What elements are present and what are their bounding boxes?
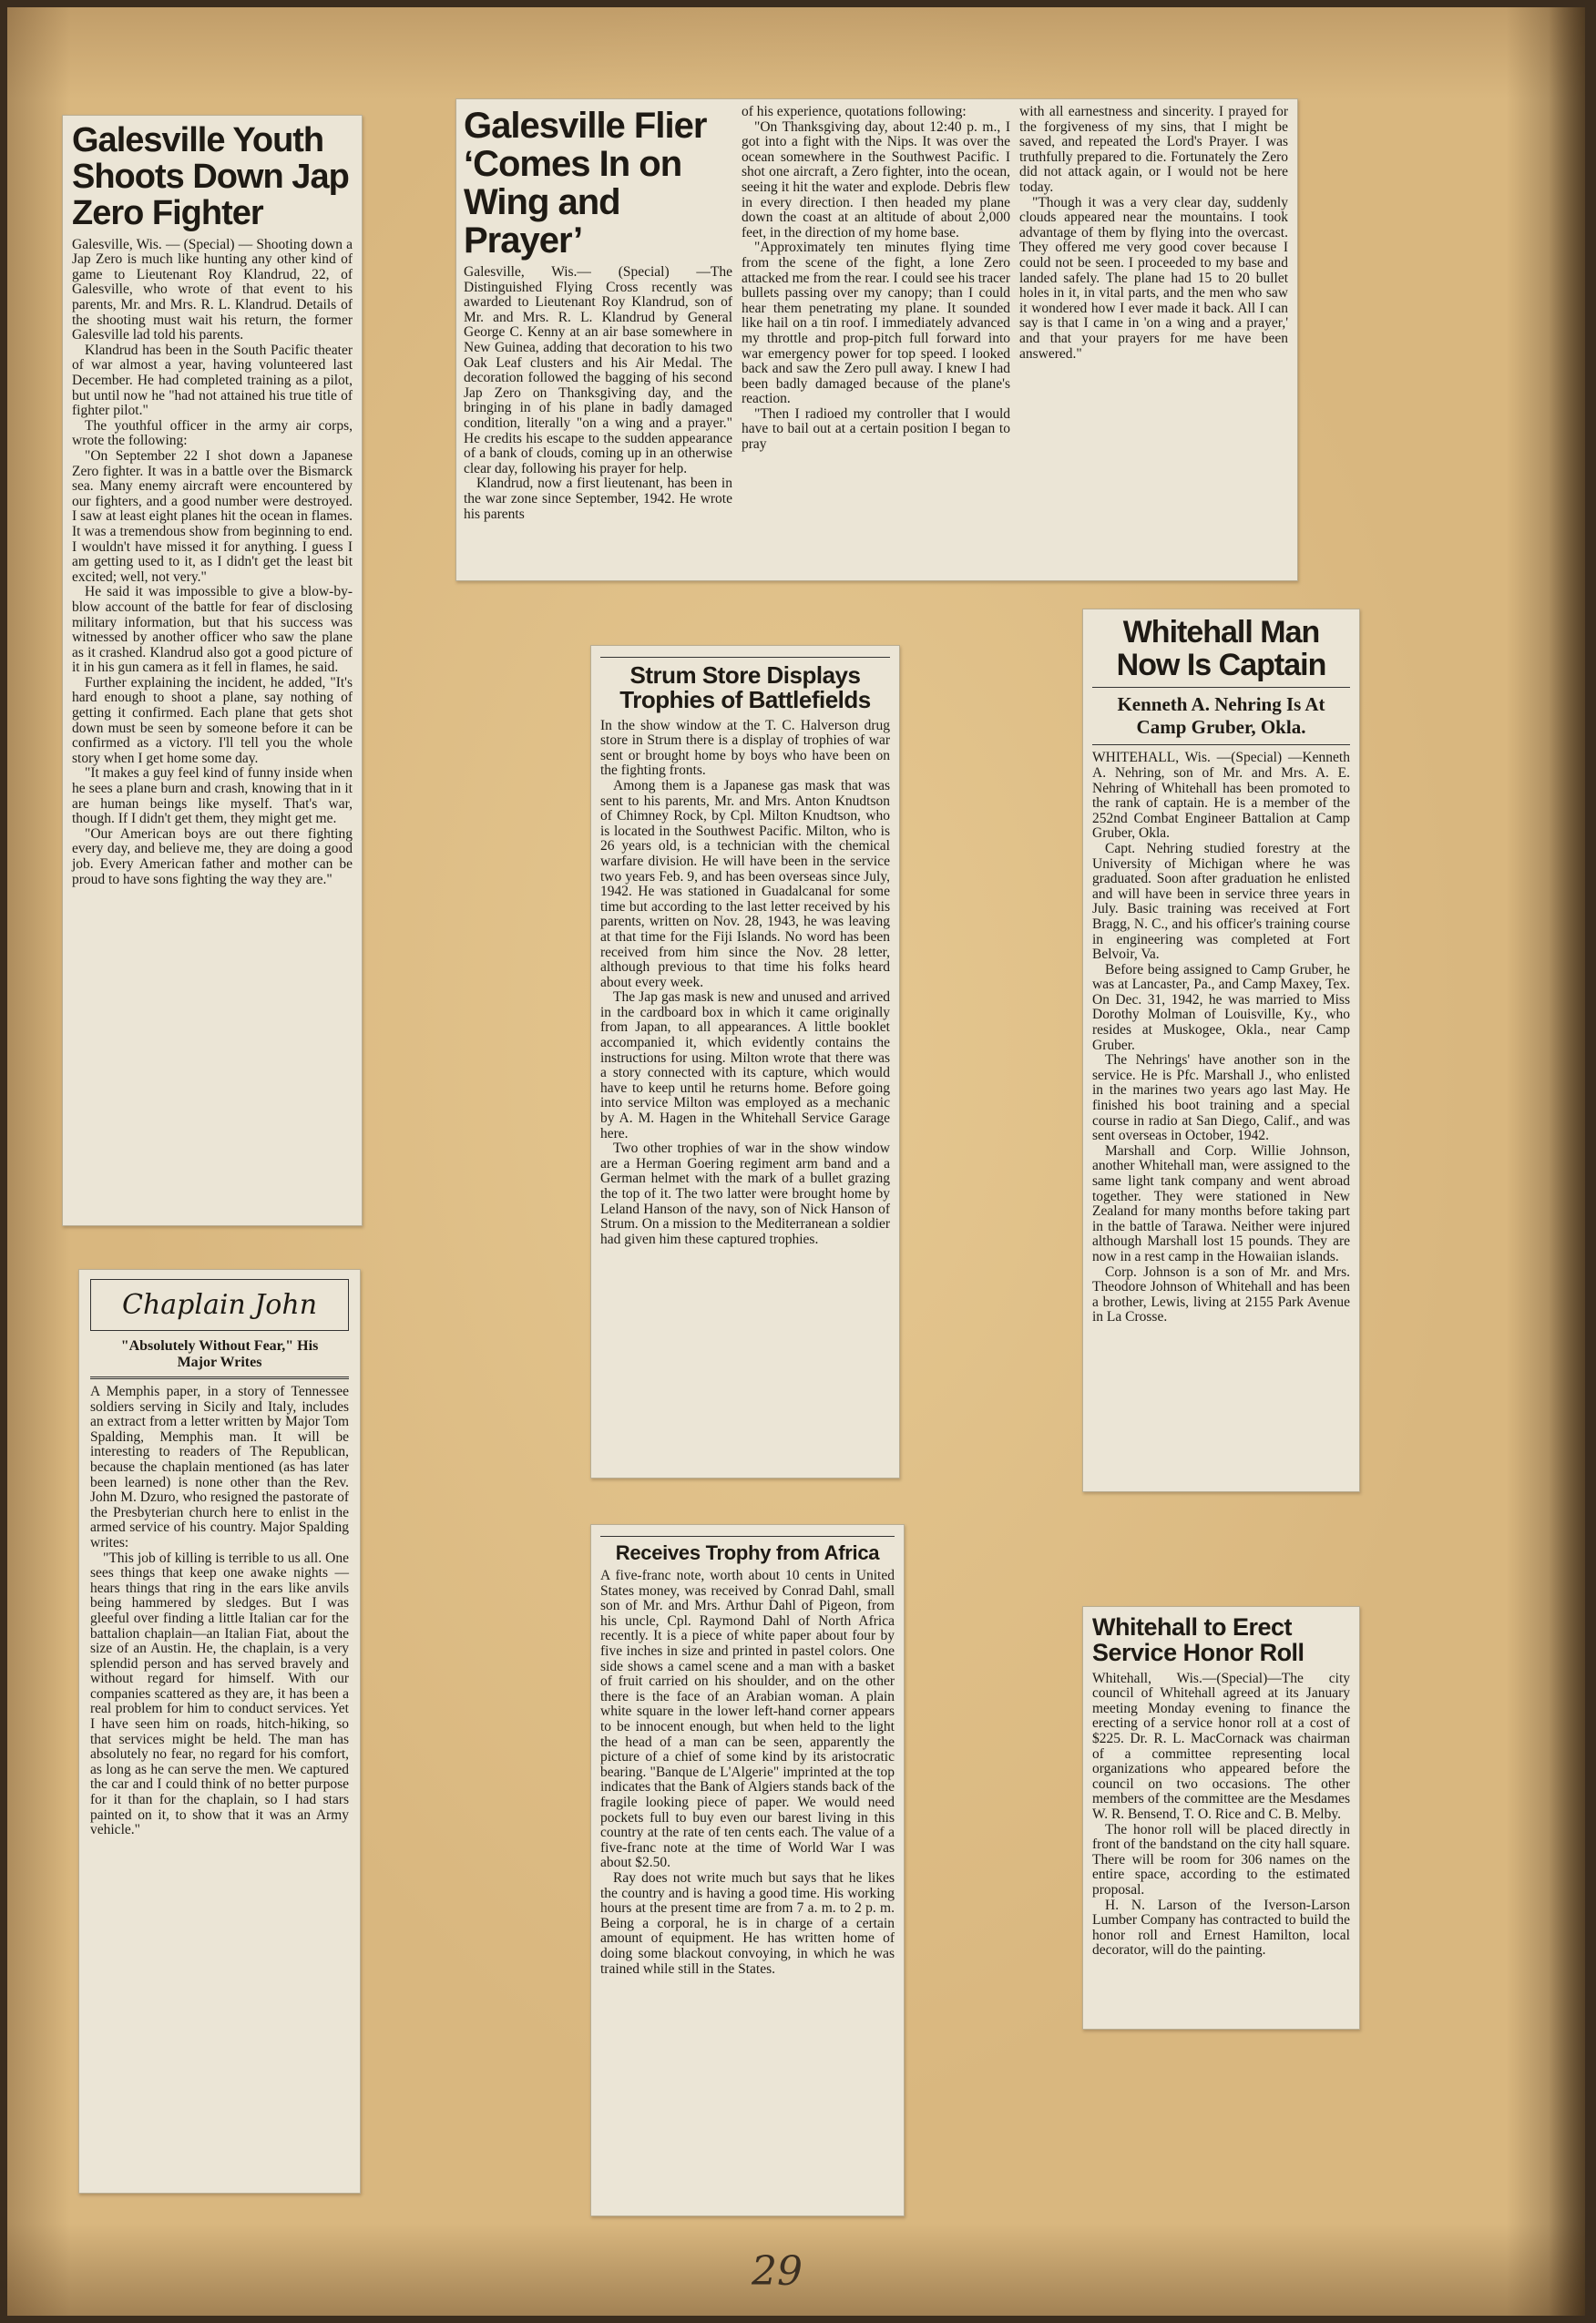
clipping-strum-store — [590, 645, 900, 1479]
headline-box — [90, 1279, 349, 1331]
paragraph: The Jap gas mask is new and unused and arrived in the cardboard box in which it came originally from Japan, to all appearances. A little booklet accompanied it, which evidently contains the instructions for using. Milton wrote that there was a story connected with its capture, which would have to keep until he returns home. Before going into service Milton was employed as a mechanic by A. M. Hagen in the Whitehall Service Garage here. — [600, 989, 890, 1141]
paragraph: of his experience, quotations following: — [742, 104, 967, 119]
headline: Whitehall to Erect Service Honor Roll — [1092, 1613, 1304, 1667]
headline: Receives Trophy from Africa — [615, 1541, 880, 1564]
scrapbook-page — [7, 7, 1585, 2316]
paragraph: The Nehrings' have another son in the service. He is Pfc. Marshall J., who enlisted in the marines two years ago last May. He finished his boot training and a special course in radio at San Diego, Calif., and was sent overseas in October, 1942. — [1092, 1052, 1350, 1144]
flier-column-1 — [464, 107, 732, 522]
headline: Whitehall Man Now Is Captain — [1116, 615, 1326, 682]
paragraph: Marshall and Corp. Willie Johnson, another Whitehall man, were assigned to the same light tank company and went abroad together. They were stationed in New Zealand for many months before taking part in the battle of Tarawa. Neither were injured although Marshall lost 15 pounds. They are now in a rest camp in the Howaiian islands. — [1092, 1142, 1350, 1264]
divider — [1092, 687, 1350, 688]
headline: Galesville Flier ‘Comes In on Wing and Prayer’ — [464, 106, 707, 261]
paragraph: Further explaining the incident, he added, "It's hard enough to shoot a plane, say nothing of getting it confirmed. Each plane that gets shot down must be seen by someone before it can be confirmed as a victory. I'll tell you the whole story when I get home some day. — [72, 674, 353, 766]
divider — [600, 657, 890, 658]
paragraph: "Our American boys are out there fighting every day, and believe me, they are doing a good job. Every American father and mother can be proud to have sons fighting the way they are." — [72, 825, 353, 887]
paragraph: The honor roll will be placed directly in front of the bandstand on the city hall square. There will be room for 306 names on the entire space, according to the estimated proposal. — [1092, 1821, 1350, 1898]
paragraph: Whitehall, Wis.—(Special)—The city council of Whitehall agreed at its January meeting Monday evening to finance the erecting of a service honor roll at a cost of $225. Dr. R. L. MacCornack was chairman of a committee representing local organizations who appeared before the council on two occasions. The other members of the committee are the Mesdames W. R. Bensend, T. O. Rice and C. B. Melby. — [1092, 1670, 1350, 1823]
paragraph: "On Thanksgiving day, about 12:40 p. m., I got into a fight with the Nips. It was over the ocean somewhere in the Southwest Pacific. I shot one aircraft, a Zero fighter, into the ocean, seeing it hit the water and explode. Debris flew in every direction. I then headed my plane down the coast at an altitude of about 2,000 feet, in the direction of my home base. — [742, 118, 1010, 240]
paragraph: Klandrud has been in the South Pacific theater of war almost a year, having volunteered last December. He had completed training as a pilot, but until now he "had not attained his true title of fighter pilot." — [72, 342, 353, 419]
paragraph: Among them is a Japanese gas mask that was sent to his parents, Mr. and Mrs. Anton Knudtson of Chimney Rock, by Cpl. Milton Knudtson, who is located in the Southwest Pacific. Milton, who is 26 years old, is a technician with the chemical warfare division. He will have been in the service two years Feb. 9, and has been overseas since July, 1942. He was stationed in Guadalcanal for some time but according to the last letter received by his parents, written on Nov. 28, 1943, he was leaving at that time for the Fiji Islands. No word has been received from him since the Nov. 28 letter, although previous to that time his folks heard about every week. — [600, 777, 890, 990]
paragraph: Galesville, Wis.— (Special) —The Distinguished Flying Cross recently was awarded to Lieutenant Roy Klandrud, son of Mr. and Mrs. R. L. Klandrud by General George C. Kenny at an air base somewhere in New Guinea, adding that decoration to his two Oak Leaf clusters and his Air Medal. The decoration followed the bagging of his second Jap Zero on Thanksgiving day, and the bringing in of his plane in badly damaged condition, literally "on a wing and a prayer." He credits his escape to the sudden appearance of a bank of clouds, coming up in an otherwise clear day, following his prayer for help. — [464, 264, 732, 476]
paragraph: He said it was impossible to give a blow-by-blow account of the battle for fear of disclosing military information, but that his success was witnessed by another officer who saw the plane as it crashed. Klandrud also got a good picture of it in his gun camera as it fell in flames, he said. — [72, 584, 353, 676]
flier-column-2 — [742, 105, 1010, 453]
paragraph: A five-franc note, worth about 10 cents in United States money, was received by Conrad Dahl, small son of Mr. and Mrs. Arthur Dahl of Pigeon, from his uncle, Cpl. Raymond Dahl of North Africa recently. It is a piece of white paper about four by five inches in size and printed in pastel colors. One side shows a camel scene and a man with a basket of fruit carried on his shoulder, and on the other there is the face of an Arabian woman. A plain white square in the lower left-hand corner appears to be innocent enough, but when held to the light the head of a man can be seen, apparently the picture of a chief of some kind by its aristocratic bearing. "Banque de L'Algerie" imprinted at the top indicates that the Bank of Algiers stands back of the fragile looking piece of paper. We would need pockets full to buy even our barest living in this country at the rate of ten cents each. The value of a five-franc note at the time of World War I was about $2.50. — [600, 1568, 895, 1871]
paragraph: "This job of killing is terrible to us all. One sees things that keep one awake nights — hears things that ring in the ears like anvils being hammered by sledges. But I was gleeful over finding a little Italian car for the battalion chaplain—an Italian Fiat, about the size of an Austin. He, the chaplain, is a very splendid person and has served bravely and without regard for himself. With our companies scattered as they are, it has been a real problem for him to conduct services. Yet I have seen him on roads, hitch-hiking, so that services might be held. The man has absolutely no fear, no regard for his comfort, as long as he can serve the men. We captured the car and I could think of no better purpose for it than for the chaplain, so I had stars painted on it, to show that it was an Army vehicle." — [90, 1550, 349, 1838]
headline: Galesville Youth Shoots Down Jap Zero Fighter — [72, 121, 349, 232]
paragraph: "On September 22 I shot down a Japanese Zero fighter. It was in a battle over the Bismarck sea. Many enemy aircraft were encountered by our fighters, and a good number were destroyed. I saw at least eight planes hit the ocean in flames. It was a tremendous show from beginning to end. I wouldn't have missed it for anything. I guess I am getting used to it, as I didn't get the least bit excited; well, not very." — [72, 447, 353, 585]
paragraph: "Though it was a very clear day, suddenly clouds appeared near the mountains. I took advantage of them by flying into the overcast. They offered me very good cover because I could not be seen. I proceeded to my base and landed safely. The plane had 15 to 20 bullet holes in it, in vital parts, and the men who saw it wondered how I ever made it back. All I can say is that I came in 'on a wing and a prayer,' and that your prayers for me have been answered." — [1019, 194, 1288, 362]
headline: Chaplain John — [121, 1289, 318, 1321]
paragraph: A Memphis paper, in a story of Tennessee soldiers serving in Sicily and Italy, includes an extract from a letter written by Major Tom Spalding, Memphis man. It will be interesting to readers of The Republican, because the chaplain mentioned (as has later been learned) is none other than the Rev. John M. Dzuro, who resigned the pastorate of the Presbyterian church here to enlist in the armed service of his country. Major Spalding writes: — [90, 1384, 349, 1550]
paragraph: "Then I radioed my controller that I would have to bail out at a certain position I began to pray — [742, 405, 1010, 453]
paragraph: Galesville, Wis. — (Special) — Shooting down a Jap Zero is much like hunting any other kind of game to Lieutenant Roy Klandrud, 22, of Galesville, who wrote of that event to his parents, Mr. and Mrs. R. L. Klandrud. Details of the shooting must wait his return, the former Galesville lad told his parents. — [72, 236, 353, 343]
paragraph: "It makes a guy feel kind of funny inside when he sees a plane burn and crash, knowing that in it are human beings like myself. That's war, though. If I didn't get them, they might get me. — [72, 765, 353, 827]
clipping-whitehall-captain — [1082, 609, 1360, 1492]
paragraph: H. N. Larson of the Iverson-Larson Lumber Company has contracted to build the honor roll and Ernest Hamilton, local decorator, will do the painting. — [1092, 1897, 1350, 1959]
clipping-galesville-youth — [62, 115, 363, 1226]
paragraph: WHITEHALL, Wis. —(Special) —Kenneth A. Nehring, son of Mr. and Mrs. A. E. Nehring of Whitehall has been promoted to the rank of captain. He is a member of the 252nd Combat Engineer Battalion at Camp Gruber, Okla. — [1092, 750, 1350, 842]
clipping-whitehall-honor-roll — [1082, 1606, 1360, 2030]
paragraph: Corp. Johnson is a son of Mr. and Mrs. Theodore Johnson of Whitehall and has been a brother, Lewis, living at 2155 Park Avenue in La Crosse. — [1092, 1264, 1350, 1325]
subheadline: Kenneth A. Nehring Is At Camp Gruber, Okla. — [1117, 693, 1325, 739]
paragraph: with all earnestness and sincerity. I prayed for the forgiveness of my sins, that I might be saved, and repeated the Lord's Prayer. I was truthfully prepared to die. Fortunately the Zero did not attack again, or I would not be here today. — [1019, 104, 1288, 195]
divider — [90, 1376, 349, 1379]
article-body — [72, 238, 353, 888]
clipping-receives-trophy — [590, 1524, 905, 2216]
flier-column-3 — [1019, 105, 1288, 362]
paragraph: "Approximately ten minutes flying time from the scene of the fight, a lone Zero attacked me from the rear. I could see his tracer bullets passing over my canopy; than I could hear them penetrating my plane. It sounded like hail on a tin roof. I immediately advanced my throttle and prop-pitch full forward into war emergency power for top speed. I looked back and saw the Zero pull away. I knew I had been badly damaged because of the plane's reaction. — [742, 240, 1010, 407]
paragraph: Klandrud, now a first lieutenant, has been in the war zone since September, 1942. He wrote his parents — [464, 476, 732, 522]
clipping-chaplain-john — [78, 1269, 361, 2194]
paragraph: Capt. Nehring studied forestry at the University of Michigan where he was graduated. Soon after graduation he enlisted and will have been in service three years in July. Basic training was received at Fort Bragg, N. C., and his officer's training course in engineering was completed at Fort Belvoir, Va. — [1092, 840, 1350, 963]
page-edge-shadow — [1549, 7, 1585, 2316]
divider — [1092, 744, 1350, 745]
clipping-galesville-flier — [455, 98, 1298, 581]
paragraph: The youthful officer in the army air corps, wrote the following: — [72, 417, 353, 449]
page-number: 29 — [752, 2248, 803, 2295]
paragraph: Two other trophies of war in the show window are a Herman Goering regiment arm band and a German helmet with the mark of a bullet grazing the top of it. The two latter were brought home by Leland Hanson of the navy, son of Nick Hanson of Strum. On a mission to the Mediterranean a soldier had given him these captured trophies. — [600, 1141, 890, 1247]
divider — [600, 1536, 895, 1537]
paragraph: Ray does not write much but says that he likes the country and is having a good time. His working hours at the present time are from 7 a. m. to 2 p. m. Being a corporal, he is in charge of a certain amount of equipment. He has written home of doing some blackout convoying, in which he was trained while still in the States. — [600, 1869, 895, 1977]
paragraph: Before being assigned to Camp Gruber, he was at Lancaster, Pa., and Camp Maxey, Tex. On Dec. 31, 1942, he was married to Miss Dorothy Molman of Louisville, Ky., who resides at Muskogee, Okla., near Camp Gruber. — [1092, 961, 1350, 1053]
subheadline: "Absolutely Without Fear," His Major Writes — [120, 1338, 319, 1370]
paragraph: In the show window at the T. C. Halverson drug store in Strum there is a display of trophies of war sent or brought home by boys who have been on the fighting fronts. — [600, 717, 890, 779]
headline: Strum Store Displays Trophies of Battlefields — [619, 661, 871, 714]
